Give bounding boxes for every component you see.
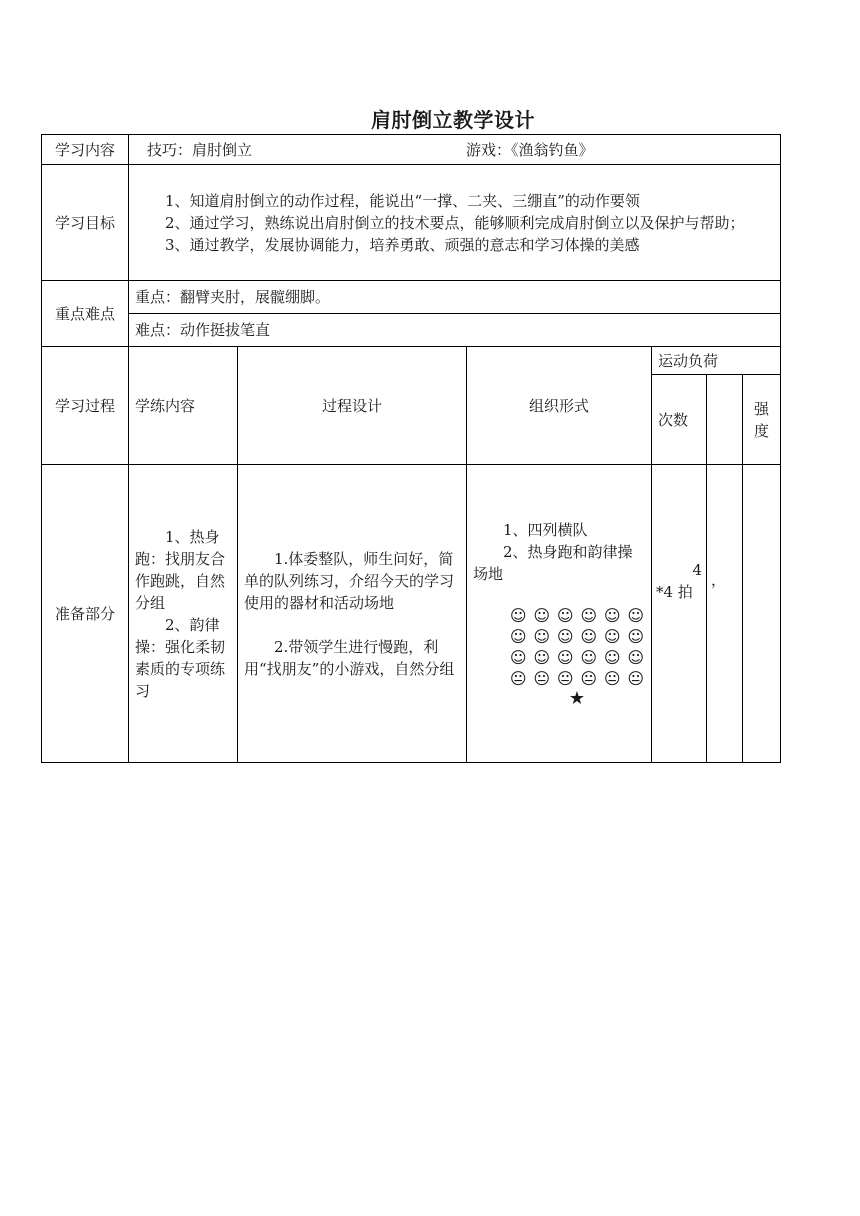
- student-face-icon: 😐: [627, 669, 645, 688]
- student-face-icon: ☺: [580, 606, 598, 625]
- learning-content-label: 学习内容: [42, 135, 129, 165]
- learning-goals-cell: [129, 165, 781, 281]
- page-title: 肩肘倒立教学设计: [371, 108, 535, 132]
- organization-header: 组织形式: [467, 347, 652, 465]
- learning-goals-label: 学习目标: [42, 165, 129, 281]
- intensity-cell: [743, 465, 781, 763]
- student-face-icon: 😐: [556, 669, 574, 688]
- comma-mark: ，: [711, 571, 727, 589]
- student-face-icon: ☺: [627, 648, 645, 667]
- goal-item: 1、知道肩肘倒立的动作过程，能说出“一撑、二夹、三绷直”的动作要领: [165, 191, 640, 210]
- student-face-icon: ☺: [556, 627, 574, 646]
- student-face-icon: ☺: [580, 648, 598, 667]
- design-item: 1.体委整队，师生问好，简单的队列练习，介绍今天的学习使用的器材和活动场地: [244, 550, 455, 612]
- formation-diagram: [509, 605, 645, 689]
- intensity-header: 强度: [743, 375, 781, 465]
- org-item: 1、四列横队: [503, 521, 588, 539]
- exercise-load-header: 运动负荷: [652, 347, 781, 375]
- student-face-icon: ☺: [533, 627, 551, 646]
- count-unit: *4 拍: [656, 583, 693, 601]
- practice-item: 1、热身跑：找朋友合作跑跳，自然分组: [135, 528, 226, 612]
- preparation-row: [42, 465, 781, 763]
- teacher-star-icon: ★: [568, 688, 586, 709]
- learning-content-row: [42, 135, 781, 165]
- count-value: 4: [692, 561, 702, 579]
- process-header-row: [42, 347, 781, 375]
- practice-item: 2、韵律操：强化柔韧素质的专项练习: [135, 616, 226, 700]
- key-difficulty-label: 重点难点: [42, 281, 129, 347]
- student-face-icon: ☺: [603, 648, 621, 667]
- design-item: 2.带领学生进行慢跑，利用“找朋友”的小游戏，自然分组: [244, 638, 455, 678]
- student-face-icon: ☺: [627, 606, 645, 625]
- student-face-icon: ☺: [533, 606, 551, 625]
- game-text: 游戏：《渔翁钓鱼》: [466, 140, 594, 159]
- learning-content-cell: [129, 135, 781, 165]
- student-face-icon: ☺: [603, 627, 621, 646]
- preparation-design-cell: [238, 465, 467, 763]
- student-face-icon: ☺: [603, 606, 621, 625]
- difficulty-cell: 难点：动作挺拔笔直: [129, 314, 781, 347]
- key-point-row: [42, 281, 781, 314]
- blank-load-cell: [707, 465, 743, 763]
- goal-item: 3、通过教学，发展协调能力，培养勇敢、顽强的意志和学习体操的美感: [165, 235, 640, 254]
- preparation-organization-cell: [467, 465, 652, 763]
- goal-item: 2、通过学习，熟练说出肩肘倒立的技术要点，能够顺利完成肩肘倒立以及保护与帮助；: [165, 213, 745, 232]
- skill-text: 技巧：肩肘倒立: [147, 140, 253, 159]
- student-face-icon: 😐: [580, 669, 598, 688]
- student-face-icon: ☺: [556, 648, 574, 667]
- student-face-icon: 😐: [533, 669, 551, 688]
- student-face-icon: ☺: [509, 627, 527, 646]
- count-cell: [652, 465, 707, 763]
- blank-header: [707, 375, 743, 465]
- student-face-icon: ☺: [627, 627, 645, 646]
- org-item: 2、热身跑和韵律操场地: [473, 543, 633, 583]
- key-point-cell: 重点：翻臂夹肘，展髋绷脚。: [129, 281, 781, 314]
- preparation-label: 准备部分: [42, 465, 129, 763]
- student-face-icon: 😐: [603, 669, 621, 688]
- count-header: 次数: [652, 375, 707, 465]
- lesson-plan-table: [41, 134, 781, 763]
- student-face-icon: ☺: [509, 648, 527, 667]
- process-design-header: 过程设计: [238, 347, 467, 465]
- student-face-icon: ☺: [580, 627, 598, 646]
- preparation-practice-cell: [129, 465, 238, 763]
- learning-process-label: 学习过程: [42, 347, 129, 465]
- learning-goals-row: [42, 165, 781, 281]
- student-face-icon: ☺: [556, 606, 574, 625]
- difficulty-row: [42, 314, 781, 347]
- student-face-icon: ☺: [509, 606, 527, 625]
- practice-content-header: 学练内容: [129, 347, 238, 465]
- student-face-icon: ☺: [533, 648, 551, 667]
- student-face-icon: 😐: [509, 669, 527, 688]
